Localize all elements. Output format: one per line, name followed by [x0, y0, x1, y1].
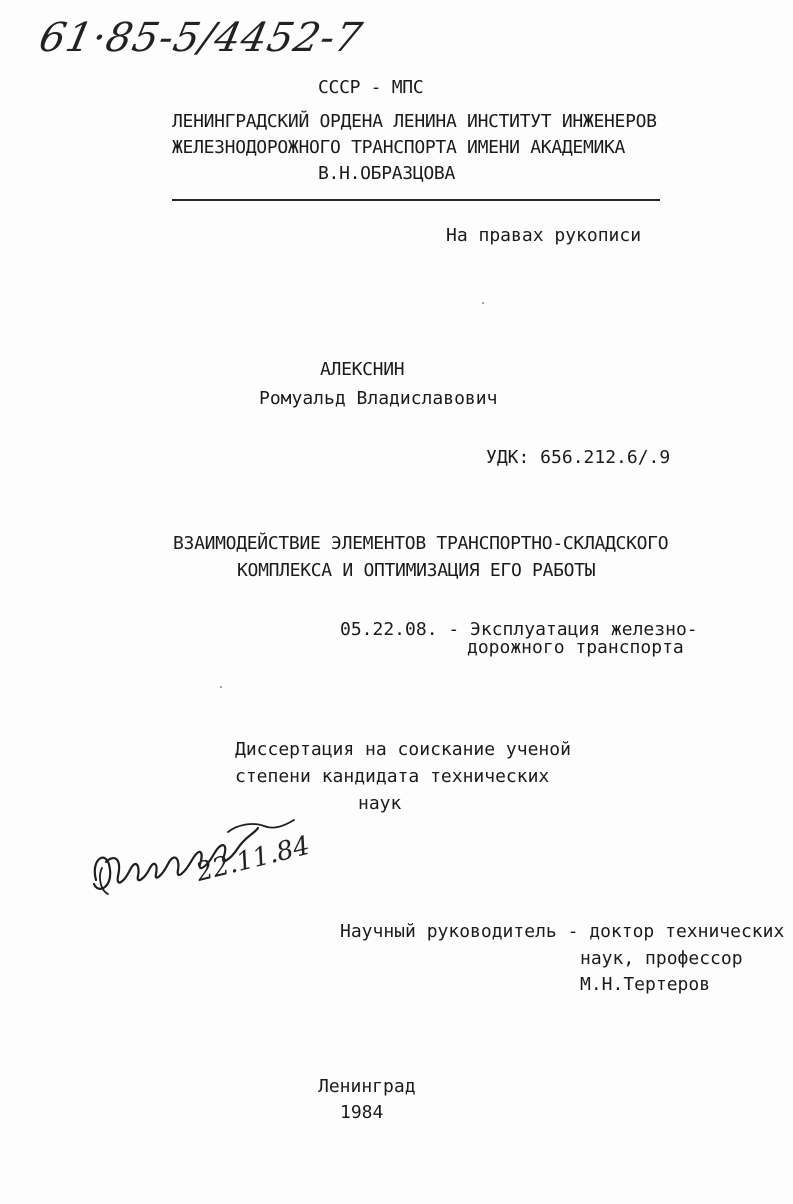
supervisor-line-1: Научный руководитель - доктор технических	[340, 921, 785, 942]
author-surname: АЛЕКСНИН	[320, 359, 405, 380]
institute-line-2: ЖЕЛЕЗНОДОРОЖНОГО ТРАНСПОРТА ИМЕНИ АКАДЕМИКА	[172, 137, 626, 158]
supervisor-line-2: наук, профессор	[580, 948, 743, 969]
ministry-line: СССР - МПС	[318, 77, 424, 98]
scan-speck	[482, 302, 484, 304]
title-line-2: КОМПЛЕКСА И ОПТИМИЗАЦИЯ ЕГО РАБОТЫ	[237, 560, 596, 581]
degree-line-3: наук	[358, 793, 402, 814]
author-given-names: Ромуальд Владиславович	[259, 388, 498, 409]
scan-speck	[220, 686, 222, 688]
title-line-1: ВЗАИМОДЕЙСТВИЕ ЭЛЕМЕНТОВ ТРАНСПОРТНО-СКЛАДСКОГО	[173, 533, 669, 554]
degree-line-1: Диссертация на соискание ученой	[235, 739, 571, 760]
specialty-continuation: дорожного транспорта	[467, 637, 684, 658]
supervisor-line-3: М.Н.Тертеров	[580, 974, 711, 995]
specialty-code-line: 05.22.08. - Эксплуатация железно-	[340, 619, 698, 640]
degree-line-2: степени кандидата технических	[235, 766, 550, 787]
footer-city: Ленинград	[318, 1076, 416, 1097]
header-divider	[172, 199, 660, 201]
signature-date: 22.11.84	[193, 830, 313, 888]
footer-year: 1984	[340, 1102, 384, 1123]
archive-mark: 61·85-5/4452-7	[35, 15, 367, 61]
institute-line-3: В.Н.ОБРАЗЦОВА	[318, 163, 455, 184]
udc-code: УДК: 656.212.6/.9	[486, 447, 671, 468]
institute-line-1: ЛЕНИНГРАДСКИЙ ОРДЕНА ЛЕНИНА ИНСТИТУТ ИНЖЕНЕРОВ	[172, 111, 657, 132]
manuscript-rights: На правах рукописи	[446, 225, 642, 246]
